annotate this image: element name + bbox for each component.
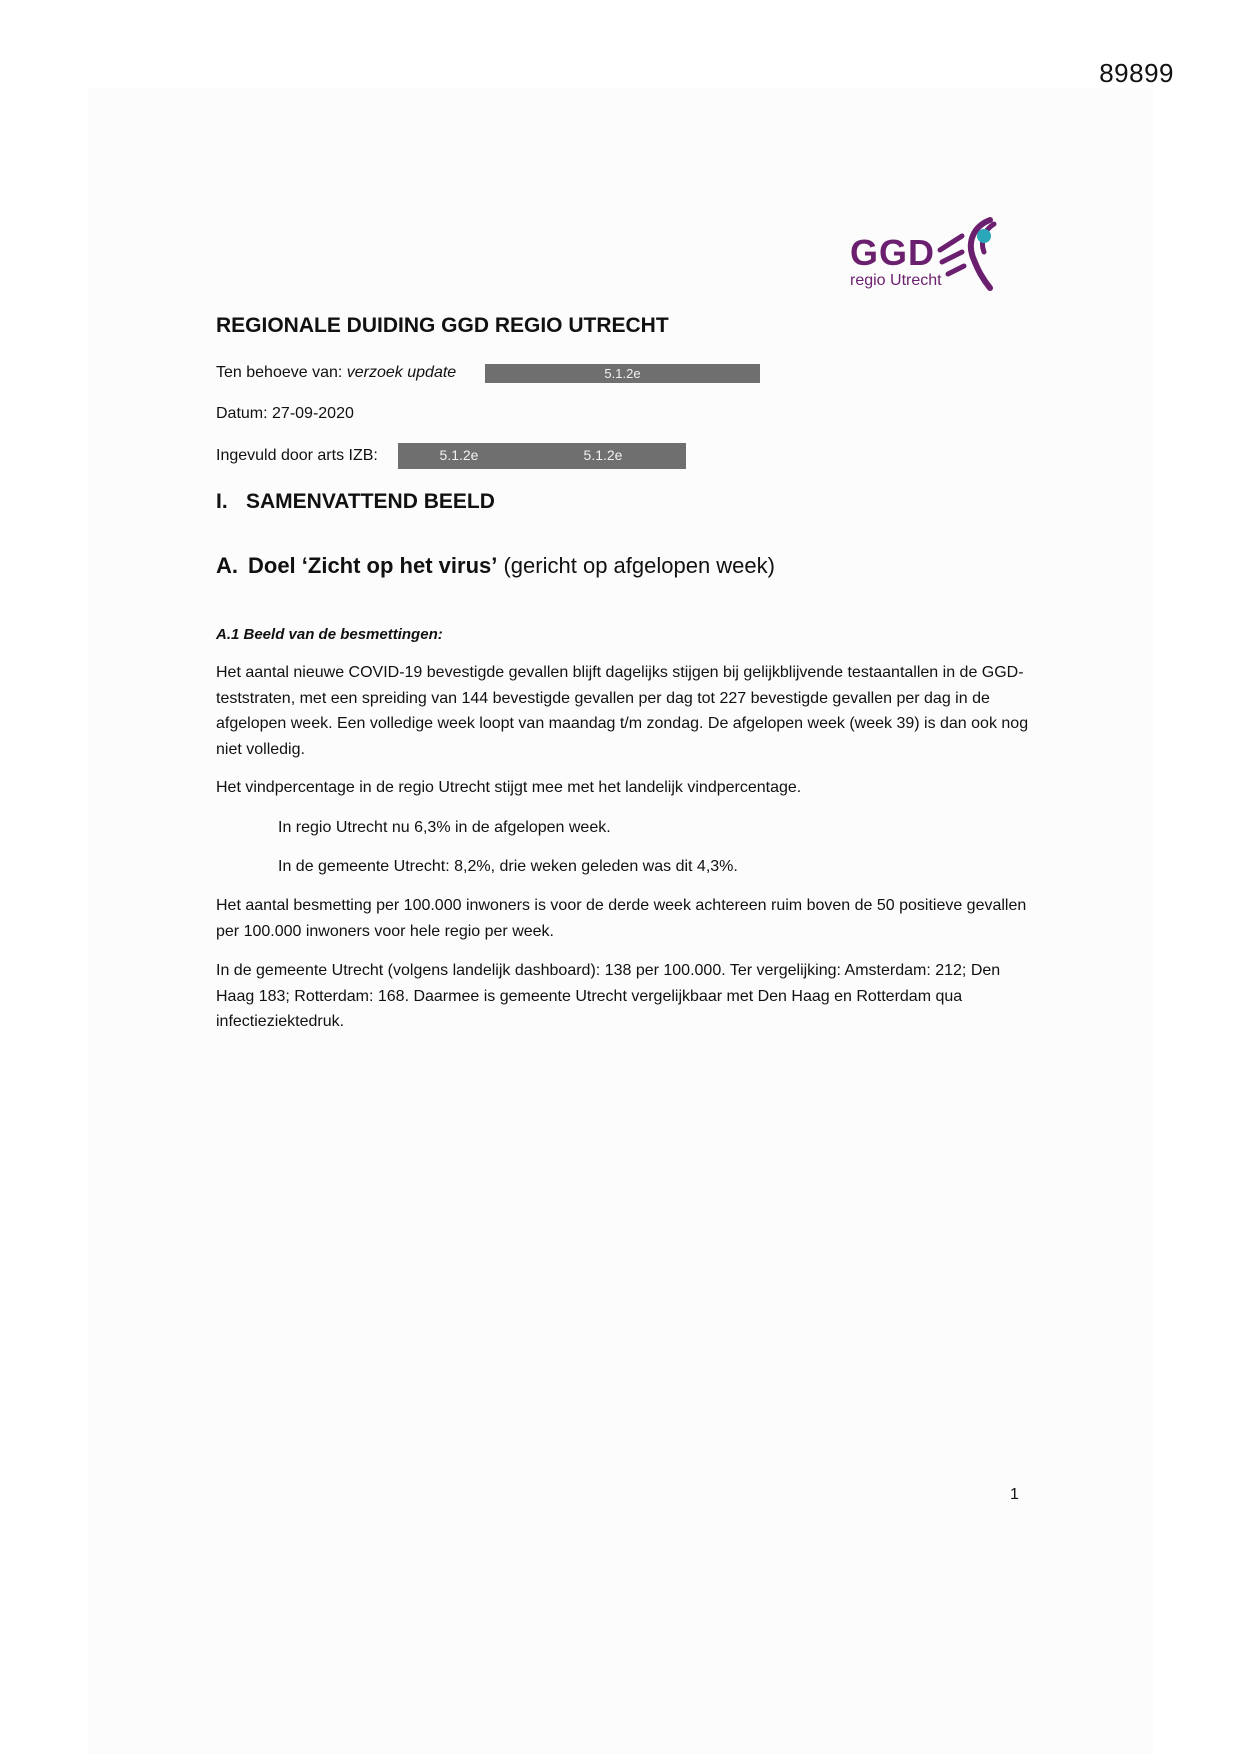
- section-A-number: A.: [216, 553, 238, 578]
- datum-label: Datum:: [216, 405, 268, 422]
- redaction-behoeve: 5.1.2e: [485, 364, 760, 383]
- paragraph-4: In de gemeente Utrecht (volgens landelijk dashboard): 138 per 100.000. Ter vergelijking: Amsterdam: 212; Den Haag 183; Rotterdam: 168. Daarmee is gemeente Utrecht vergelijkbaar met Den Haag en Rotterdam qua infectieziektedruk.: [216, 962, 1001, 1030]
- page-number: 1: [1010, 1486, 1019, 1503]
- paragraph-2: Het vindpercentage in de regio Utrecht stijgt mee met het landelijk vindpercentage.: [216, 779, 802, 796]
- section-title: SAMENVATTEND BEELD: [246, 490, 495, 513]
- redaction-ingevuld-1: 5.1.2e: [398, 443, 520, 469]
- redaction-ingevuld-2: 5.1.2e: [520, 443, 686, 469]
- section-A-title-rest: (gericht op afgelopen week): [503, 553, 775, 578]
- section-number: I.: [216, 490, 228, 513]
- ggd-logo: [850, 212, 1010, 294]
- behoeve-label: Ten behoeve van:: [216, 364, 343, 381]
- ggd-figure-icon: [932, 212, 1012, 292]
- logo-subtitle: regio Utrecht: [850, 272, 942, 289]
- subsection-heading-A1: A.1 Beeld van de besmettingen:: [216, 626, 443, 643]
- document-title: REGIONALE DUIDING GGD REGIO UTRECHT: [216, 314, 669, 337]
- paragraph-indent-1: In regio Utrecht nu 6,3% in de afgelopen week.: [278, 819, 611, 836]
- behoeve-value: verzoek update: [346, 364, 457, 381]
- paragraph-indent-2: In de gemeente Utrecht: 8,2%, drie weken geleden was dit 4,3%.: [278, 858, 738, 875]
- paragraph-1: Het aantal nieuwe COVID-19 bevestigde gevallen blijft dagelijks stijgen bij gelijkblijvende testaantallen in de GGD-teststraten, met een spreiding van 144 bevestigde gevallen per dag tot 227 bevestigde gevallen per dag in de afgelopen week. Een volledige week loopt van maandag t/m zondag. De afgelopen week (week 39) is dan ook nog niet volledig.: [216, 664, 1029, 758]
- behoeve-line: [216, 364, 456, 382]
- datum-line: [216, 405, 354, 423]
- document-number: 89899: [1099, 58, 1174, 88]
- logo-name: GGD: [850, 232, 936, 273]
- paragraph-3: Het aantal besmetting per 100.000 inwoners is voor de derde week achtereen ruim boven de 50 positieve gevallen per 100.000 inwoners voor hele regio per week.: [216, 897, 1027, 940]
- ingevuld-line: [216, 447, 378, 465]
- ingevuld-label: Ingevuld door arts IZB:: [216, 447, 378, 464]
- section-heading-I: [216, 490, 495, 514]
- section-heading-A: [216, 553, 775, 579]
- section-A-title-bold: Doel ‘Zicht op het virus’: [248, 553, 498, 578]
- datum-value: 27-09-2020: [272, 405, 354, 422]
